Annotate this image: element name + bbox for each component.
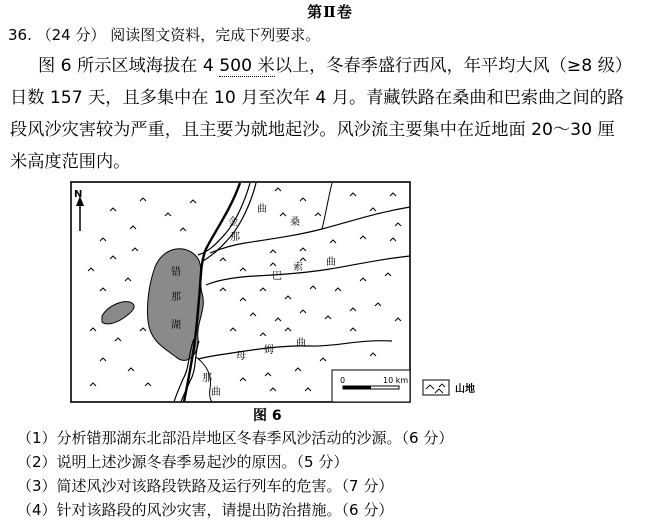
- mountain-symbol: [90, 383, 96, 386]
- mountain-symbol: [250, 313, 256, 316]
- mountain-symbol: [220, 258, 226, 261]
- mountain-symbol: [390, 193, 396, 196]
- mountain-symbol: [260, 288, 266, 291]
- lake-label-3: 湖: [171, 320, 181, 331]
- sangqu-tributary: [322, 183, 332, 229]
- mountain-symbol: [335, 288, 341, 291]
- section-title: 第Ⅱ卷: [307, 3, 353, 21]
- mountain-symbol: [300, 248, 306, 251]
- mountain-symbol: [145, 383, 151, 386]
- mountain-symbol: [300, 310, 306, 313]
- lake-label-2: 那: [171, 292, 181, 303]
- mountain-symbol: [360, 236, 366, 239]
- mountain-symbol: [260, 333, 266, 336]
- mountain-symbol: [385, 273, 391, 276]
- mountain-symbol: [395, 318, 401, 321]
- map-frame: [71, 182, 410, 402]
- mountain-symbol: [280, 213, 286, 216]
- sangqu-river: [210, 207, 410, 253]
- mountain-symbol: [128, 368, 134, 371]
- mountain-symbol: [350, 193, 356, 196]
- jinna-label-1: 金: [228, 217, 238, 228]
- subquestion-1: （1）分析错那湖东北部沿岸地区冬春季风沙活动的沙源。（6 分）: [17, 429, 454, 447]
- mountain-symbol: [320, 358, 326, 361]
- basuoqu-river: [206, 256, 410, 285]
- mountain-symbol: [270, 263, 276, 266]
- legend-label: 山地: [455, 384, 475, 395]
- mountain-symbol: [370, 353, 376, 356]
- question-instruction: 阅读图文资料，完成下列要求。: [110, 26, 321, 44]
- sangqu-label-2: 桑: [290, 217, 300, 228]
- mountain-symbol: [115, 338, 121, 341]
- mountain-symbol: [390, 238, 396, 241]
- mountain-symbol: [300, 198, 306, 201]
- mountain-symbol: [285, 296, 291, 299]
- mountain-symbol: [275, 318, 281, 321]
- map-figure: [70, 181, 490, 410]
- basuoqu-label-1: 巴: [272, 271, 282, 282]
- mountain-symbol: [140, 198, 146, 201]
- lake-label-1: 错: [171, 267, 181, 278]
- mountain-symbol: [330, 240, 336, 243]
- scale-ten: 10 km: [383, 376, 409, 385]
- question-header: [8, 24, 320, 45]
- question-points: （24 分）: [36, 26, 106, 44]
- scale-zero: 0: [340, 376, 346, 385]
- naqu-label-1: 那: [202, 373, 212, 384]
- mountain-symbol: [360, 278, 366, 281]
- question-number: 36.: [8, 26, 32, 44]
- mountain-symbol: [375, 303, 381, 306]
- mountain-symbol: [110, 256, 116, 259]
- small-lake: [102, 302, 134, 324]
- mountain-symbol: [125, 278, 131, 281]
- mountain-symbol: [100, 288, 106, 291]
- passage: [10, 50, 660, 178]
- mountain-symbol: [315, 213, 321, 216]
- mountain-symbol: [88, 268, 94, 271]
- mountain-symbol: [295, 368, 301, 371]
- passage-line-2: 日数 157 天，且多集中在 10 月至次年 4 月。青藏铁路在桑曲和巴索曲之间的路: [10, 88, 625, 108]
- mountain-symbol: [395, 223, 401, 226]
- subquestion-3: （3）简述风沙对该路段铁路及运行列车的危害。（7 分）: [17, 477, 394, 495]
- mountain-symbol: [100, 238, 106, 241]
- mountain-symbol: [140, 328, 146, 331]
- basuoqu-label-3: 曲: [326, 257, 336, 268]
- mountain-symbol: [370, 208, 376, 211]
- passage-line-3: 段风沙灾害较为严重，且主要为就地起沙。风沙流主要集中在近地面 20～30 厘: [10, 120, 615, 140]
- mountain-symbol: [325, 316, 331, 319]
- mountain-symbol: [240, 268, 246, 271]
- mountain-symbol: [165, 213, 171, 216]
- mountain-symbol: [285, 328, 291, 331]
- basuoqu-label-2: 索: [293, 262, 303, 273]
- mountain-symbol: [220, 288, 226, 291]
- mountain-symbol: [190, 200, 196, 203]
- jinna-label-2: 那: [230, 232, 240, 243]
- mountain-symbol: [275, 188, 281, 191]
- mountain-symbol: [350, 328, 356, 331]
- mountain-symbol: [130, 226, 136, 229]
- mountain-symbol: [110, 208, 116, 211]
- mountain-symbol: [240, 298, 246, 301]
- mountain-symbol: [265, 373, 271, 376]
- mountain-symbol: [270, 250, 276, 253]
- mountain-symbol: [132, 248, 138, 251]
- mumuqu-label-2: 姆: [264, 345, 274, 356]
- figure-caption: 图 6: [253, 408, 282, 424]
- mumuqu-label-3: 曲: [296, 338, 306, 349]
- sangqu-label-1: 曲: [257, 204, 267, 215]
- mountain-symbol: [300, 258, 306, 261]
- mountain-symbol: [230, 328, 236, 331]
- mountain-symbol: [310, 286, 316, 289]
- subquestion-2: （2）说明上述沙源冬春季易起沙的原因。（5 分）: [17, 453, 349, 471]
- naqu-label-2: 曲: [211, 387, 221, 398]
- legend: [423, 380, 475, 395]
- mountain-symbol: [270, 388, 276, 391]
- north-arrow: [74, 189, 84, 231]
- passage-line-1: 图 6 所示区域海拔在 4 500 米以上，冬春季盛行西风，年平均大风（≥8 级）: [38, 56, 633, 76]
- mountain-symbol: [100, 358, 106, 361]
- north-label: N: [74, 189, 83, 200]
- mumuqu-label-1: 母: [236, 351, 246, 362]
- altitude-dotted: 500 米: [219, 56, 275, 76]
- mountain-symbol: [90, 328, 96, 331]
- mountain-symbol: [180, 228, 186, 231]
- mumuqu-river: [198, 341, 392, 359]
- mountain-symbol: [350, 308, 356, 311]
- subquestion-4: （4）针对该路段的风沙灾害，请提出防治措施。（6 分）: [17, 501, 394, 519]
- passage-line-4: 米高度范围内。: [10, 152, 131, 172]
- mountain-symbol: [240, 378, 246, 381]
- mountain-symbol: [305, 388, 311, 391]
